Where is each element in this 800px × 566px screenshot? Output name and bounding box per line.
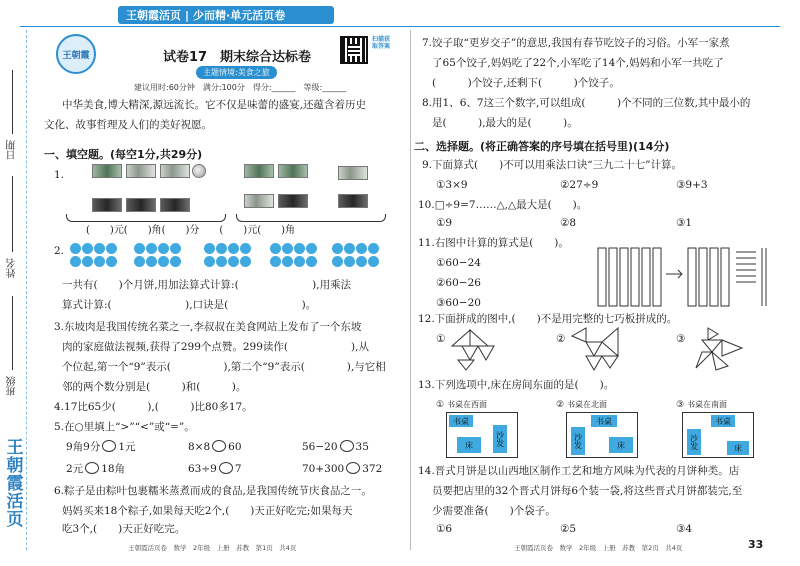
coin-icon <box>192 164 206 178</box>
tangram-figure-1 <box>448 326 504 372</box>
class-label: 班级 <box>7 376 18 396</box>
intro-line-2: 文化、故事哲理及人们的美好祝愿。 <box>44 119 212 131</box>
banknote-icon <box>92 164 122 178</box>
q1-blanks: ( )元( )角( )分 ( )元( )角 <box>86 225 296 236</box>
q3-line-3: 个位起,第一个“9”表示( ),第二个“9”表示( ),与它相 <box>62 361 386 373</box>
date-label: 日期 <box>7 140 18 160</box>
logo-badge: 王朝霞 <box>56 34 96 74</box>
compare-circle[interactable] <box>212 440 226 452</box>
q8-line-2: 是( ),最大的是( )。 <box>432 117 578 129</box>
brand-bar: 王朝霞活页 | 少而精·单元活页卷 <box>118 6 334 24</box>
q3-line-2: 肉的家庭做法视频,获得了299个点赞。299读作( ),从 <box>62 341 369 353</box>
banknote-icon <box>338 194 368 208</box>
q13: 13.下列选项中,床在房间东面的是( )。 <box>418 379 615 391</box>
q6-line-2: 妈妈买来18个粽子,如果每天吃2个,( )天正好吃完;如果每天 <box>62 505 353 517</box>
top-rule <box>20 26 780 27</box>
q10-option-3[interactable]: ③1 <box>676 217 693 229</box>
compare-circle[interactable] <box>102 440 116 452</box>
q9-option-1[interactable]: ①3×9 <box>436 179 468 191</box>
footer-left: 王朝霞活页卷 数学 2年级 上册 苏教 第1页 共4页 <box>128 544 297 552</box>
q6-line-3: 吃3个,( )天正好吃完。 <box>62 523 186 535</box>
q5: 5.在○里填上“>”“<”或“=”。 <box>54 421 195 433</box>
q3-line-4: 邻的两个数分别是( )和( )。 <box>62 381 247 393</box>
compare-row-1: 9角9分 1元 <box>66 441 136 453</box>
brace <box>66 214 226 222</box>
sticks-figure <box>596 244 772 310</box>
q14-option-3[interactable]: ③4 <box>676 523 693 535</box>
binding-line <box>26 30 27 550</box>
name-label: 姓名 <box>7 258 18 278</box>
qr-caption: 扫描获取答案 <box>372 36 391 50</box>
section-1-title: 一、填空题。(每空1分,共29分) <box>44 148 203 161</box>
compare-circle[interactable] <box>340 440 354 452</box>
left-margin <box>0 0 24 566</box>
banknote-icon <box>244 194 274 208</box>
q14-line-3: 少需要准备( )个袋子。 <box>432 505 556 517</box>
side-logo: 王朝霞活页 <box>2 438 23 528</box>
paper-title: 试卷17 期末综合达标卷 <box>162 50 312 65</box>
q7-line-1: 7.饺子取“更岁交子”的意思,我国有春节吃饺子的习俗。小军一家煮 <box>422 37 730 49</box>
compare-item: 63÷9 7 <box>188 463 242 475</box>
brace <box>236 214 386 222</box>
q12-option-2[interactable]: ② <box>556 333 566 345</box>
tangram-figure-3 <box>688 326 750 372</box>
brand-series: 少而精·单元活页卷 <box>193 9 286 22</box>
brand-name: 王朝霞活页 <box>126 9 181 22</box>
compare-circle[interactable] <box>85 462 99 474</box>
q14-option-2[interactable]: ②5 <box>560 523 577 535</box>
room-figure-1: 书桌 沙发 床 <box>446 412 518 458</box>
banknote-icon <box>160 198 190 212</box>
banknote-icon <box>160 164 190 178</box>
q9-option-2[interactable]: ②27÷9 <box>560 179 599 191</box>
room-figure-2: 书桌 沙发 床 <box>566 412 638 458</box>
banknote-icon <box>126 198 156 212</box>
banknote-icon <box>244 164 274 178</box>
theme-badge: 主题情境:美食之旅 <box>196 66 277 79</box>
section-2-title: 二、选择题。(将正确答案的序号填在括号里)(14分) <box>414 140 670 153</box>
q3-line-1: 3.东坡肉是我国传统名菜之一,李叔叔在美食网站上发布了一个东坡 <box>54 321 362 333</box>
room-figure-3: 书桌 沙发 床 <box>682 412 754 458</box>
exam-meta: 建议用时:60分钟 满分:100分 得分:______ 等级:______ <box>134 83 347 92</box>
compare-item: 8×8 60 <box>188 441 242 453</box>
compare-circle[interactable] <box>219 462 233 474</box>
tangram-figure-2 <box>568 326 628 372</box>
q14-line-1: 14.晋式月饼是以山西地区制作工艺和地方风味为代表的月饼种类。店 <box>418 465 740 477</box>
footer-right: 王朝霞活页卷 数学 2年级 上册 苏教 第2页 共4页 <box>514 544 683 552</box>
q8-line-1: 8.用1、6、7这三个数字,可以组成( )个不同的三位数,其中最小的 <box>422 97 751 109</box>
q11-option-2[interactable]: ②60−26 <box>436 277 481 289</box>
column-divider <box>410 30 411 550</box>
page-number: 33 <box>748 538 764 551</box>
banknote-icon <box>278 194 308 208</box>
q1-number: 1. <box>54 169 65 181</box>
q10: 10.□÷9=7……△,△最大是( )。 <box>418 199 588 211</box>
compare-item: 56−20 35 <box>302 441 369 453</box>
q13-option-1[interactable]: ① 书桌在西面 <box>436 400 487 410</box>
banknote-icon <box>338 166 368 180</box>
compare-row-2: 2元 18角 <box>66 463 126 475</box>
q14-line-2: 员要把店里的32个晋式月饼每6个装一袋,将这些晋式月饼都装完,至 <box>432 485 743 497</box>
q2-line-1: 一共有( )个月饼,用加法算式计算:( ),用乘法 <box>62 279 352 291</box>
qr-code-icon[interactable] <box>340 36 368 64</box>
q10-option-2[interactable]: ②8 <box>560 217 577 229</box>
compare-circle[interactable] <box>346 462 360 474</box>
q12-option-1[interactable]: ① <box>436 333 446 345</box>
intro-line-1: 中华美食,博大精深,源远流长。它不仅是味蕾的盛宴,还蕴含着历史 <box>62 99 367 111</box>
q13-option-3[interactable]: ③ 书桌在南面 <box>676 400 727 410</box>
q11-option-1[interactable]: ①60−24 <box>436 257 481 269</box>
q6-line-1: 6.粽子是由粽叶包裹糯米蒸煮而成的食品,是我国传统节庆食品之一。 <box>54 485 372 497</box>
banknote-icon <box>92 198 122 212</box>
q2-number: 2. <box>54 245 65 257</box>
q12-option-3[interactable]: ③ <box>676 333 686 345</box>
q7-line-3: ( )个饺子,还剩下( )个饺子。 <box>432 77 620 89</box>
q7-line-2: 了65个饺子,妈妈吃了22个,小军吃了14个,妈妈和小军一共吃了 <box>432 57 724 69</box>
banknote-icon <box>278 164 308 178</box>
q14-option-1[interactable]: ①6 <box>436 523 453 535</box>
compare-item: 70+300 372 <box>302 463 383 475</box>
q4: 4.17比65少( ),( )比80多17。 <box>54 401 253 413</box>
banknote-icon <box>126 164 156 178</box>
q10-option-1[interactable]: ①9 <box>436 217 453 229</box>
q2-line-2: 算式计算:( ),口诀是( )。 <box>62 299 317 311</box>
q13-option-2[interactable]: ② 书桌在北面 <box>556 400 607 410</box>
q9: 9.下面算式( )不可以用乘法口诀“三九二十七”计算。 <box>422 159 682 171</box>
q9-option-3[interactable]: ③9+3 <box>676 179 708 191</box>
q11-option-3[interactable]: ③60−20 <box>436 297 481 309</box>
q11: 11.右图中计算的算式是( )。 <box>418 237 569 249</box>
q12: 12.下面拼成的图中,( )不是用完整的七巧板拼成的。 <box>418 313 678 325</box>
